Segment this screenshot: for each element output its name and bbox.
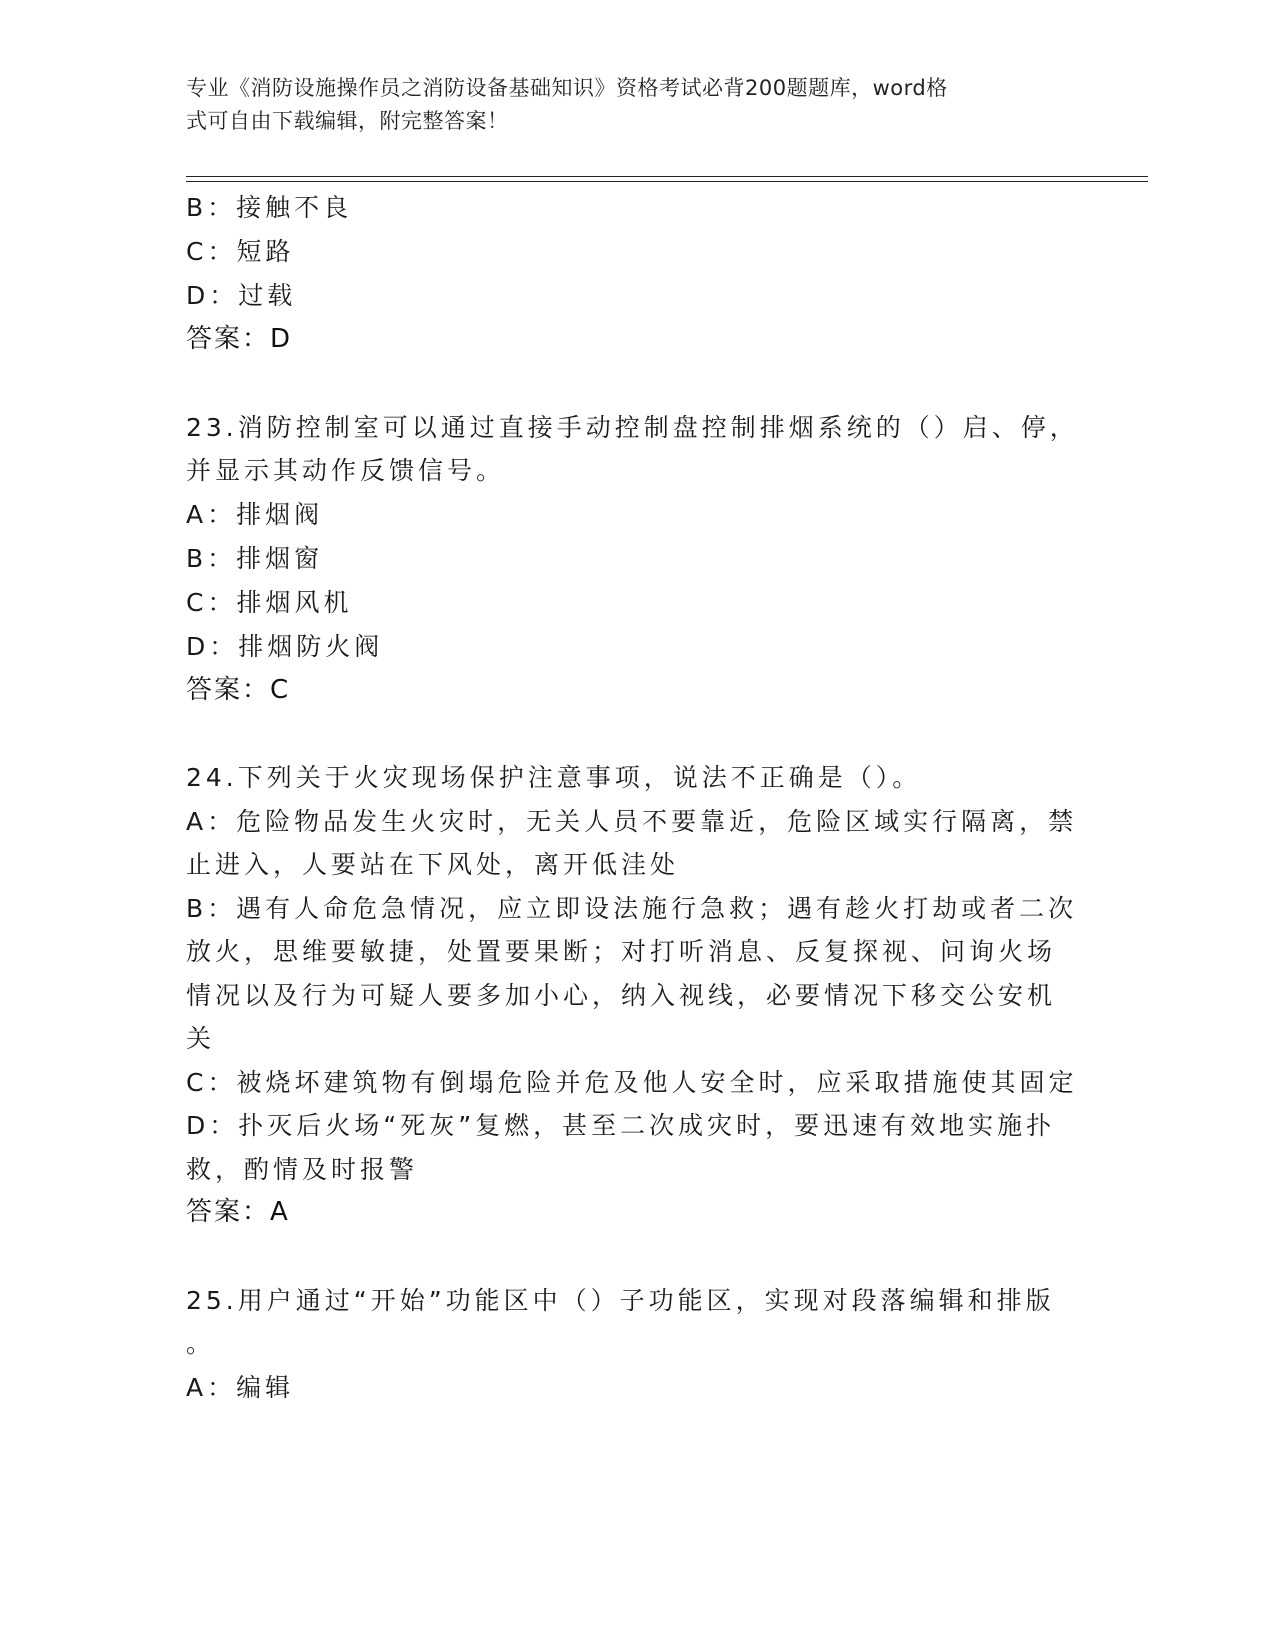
- q22-answer: 答案：D: [186, 324, 293, 354]
- q24-option-c: C：被烧坏建筑物有倒塌危险并危及他人安全时，应采取措施使其固定: [186, 1068, 1078, 1097]
- q25-stem-line-1: 25.用户通过“开始”功能区中（）子功能区，实现对段落编辑和排版: [186, 1286, 1055, 1315]
- q23-stem-line-2: 并显示其动作反馈信号。: [186, 456, 506, 485]
- q24-option-d-line-1: D：扑灭后火场“死灰”复燃，甚至二次成灾时，要迅速有效地实施扑: [186, 1111, 1056, 1140]
- document-header: [186, 72, 1066, 138]
- q22-option-b: B：接触不良: [186, 193, 353, 222]
- q23-option-c: C：排烟风机: [186, 588, 353, 617]
- q24-stem: 24.下列关于火灾现场保护注意事项，说法不正确是（）。: [186, 763, 922, 792]
- q24-option-b-line-1: B：遇有人命危急情况，应立即设法施行急救；遇有趁火打劫或者二次: [186, 894, 1078, 923]
- header-divider-bottom: [186, 181, 1148, 182]
- q24-option-b-line-2: 放火，思维要敏捷，处置要果断；对打听消息、反复探视、问询火场: [186, 937, 1057, 966]
- q22-option-c: C：短路: [186, 237, 295, 266]
- header-divider-top: [186, 176, 1148, 177]
- header-line-1: 专业《消防设施操作员之消防设备基础知识》资格考试必背200题题库，word格: [186, 76, 948, 100]
- q24-option-b-line-3: 情况以及行为可疑人要多加小心，纳入视线，必要情况下移交公安机: [186, 981, 1057, 1010]
- q23-stem-line-1: 23.消防控制室可以通过直接手动控制盘控制排烟系统的（）启、停，: [186, 413, 1079, 442]
- q24-option-a-line-2: 止进入，人要站在下风处，离开低洼处: [186, 850, 680, 879]
- q23-option-b: B：排烟窗: [186, 544, 324, 573]
- q24-option-a-line-1: A：危险物品发生火灾时，无关人员不要靠近，危险区域实行隔离，禁: [186, 807, 1078, 836]
- q24-answer: 答案：A: [186, 1197, 290, 1227]
- header-line-2: 式可自由下载编辑，附完整答案！: [186, 109, 509, 133]
- q25-stem-line-2: 。: [186, 1329, 216, 1358]
- q24-option-d-line-2: 救，酌情及时报警: [186, 1155, 419, 1184]
- q22-option-d: D：过载: [186, 281, 297, 310]
- q25-option-a: A：编辑: [186, 1373, 295, 1402]
- q23-option-d: D：排烟防火阀: [186, 632, 384, 661]
- q24-option-b-line-4: 关: [186, 1024, 216, 1053]
- q23-option-a: A：排烟阀: [186, 500, 324, 529]
- q23-answer: 答案：C: [186, 675, 291, 705]
